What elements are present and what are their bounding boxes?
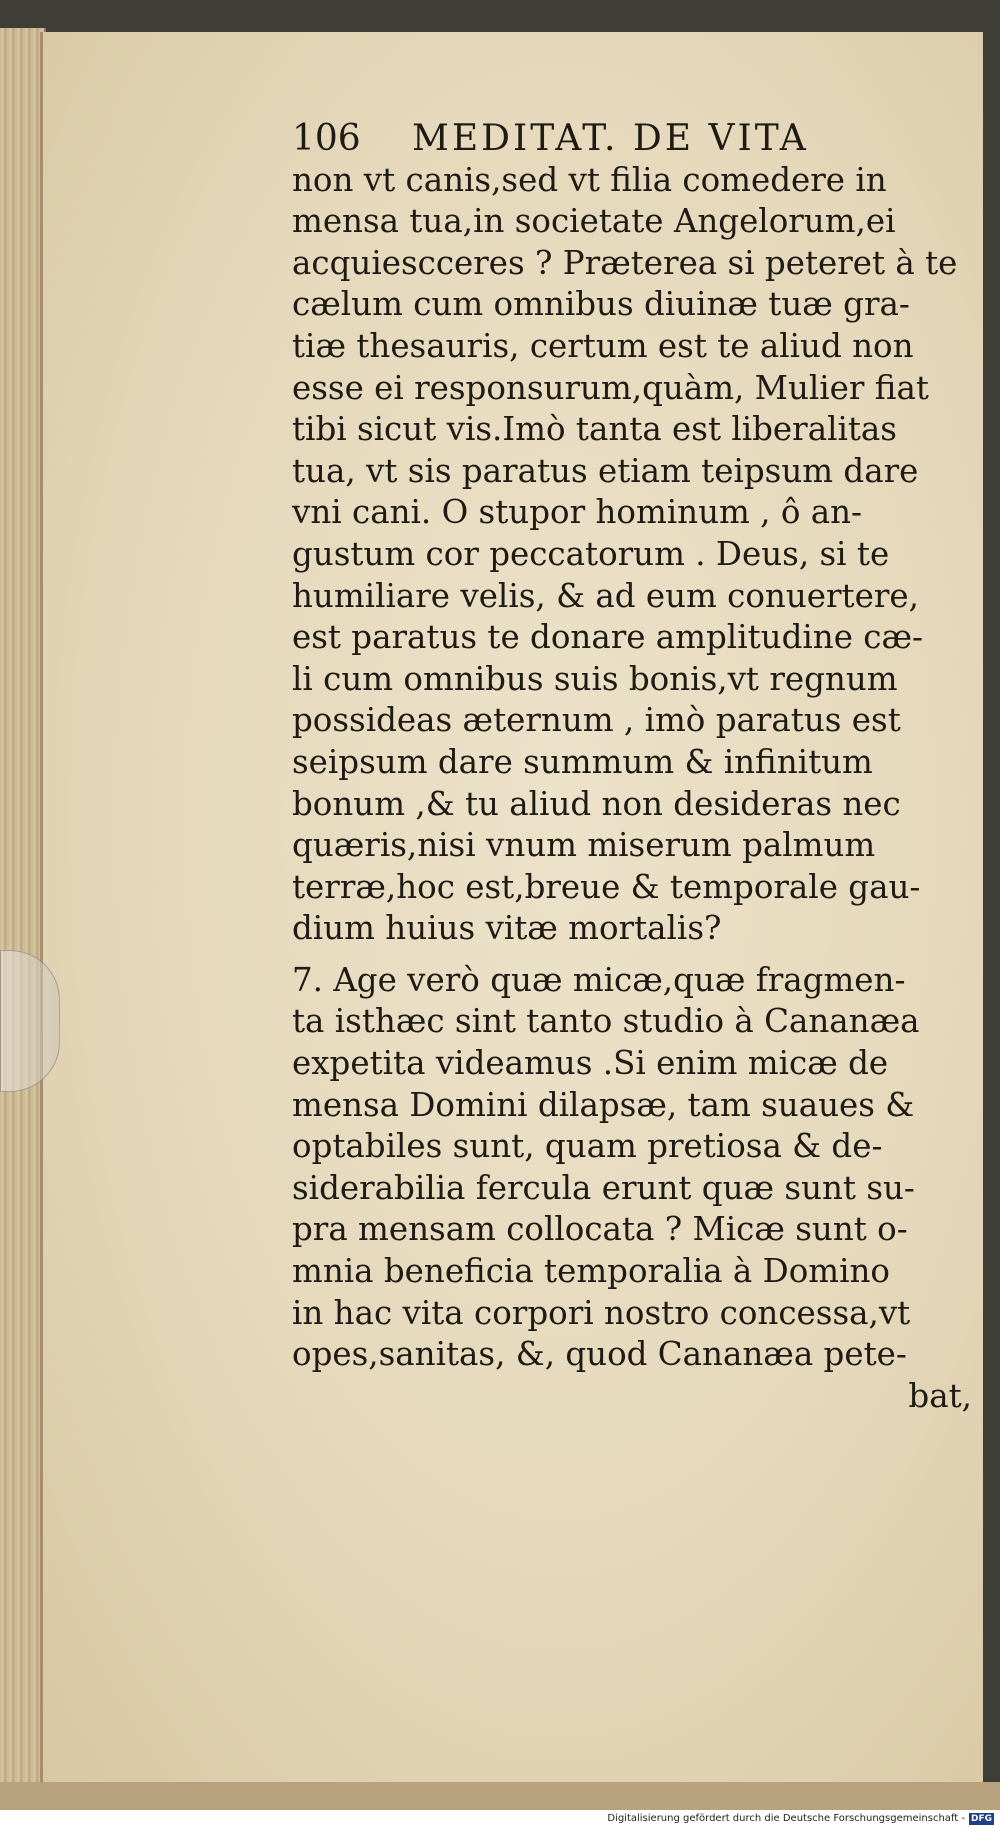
text-line: dium huius vitæ mortalis? — [292, 909, 722, 948]
running-header — [292, 118, 972, 160]
text-line: tua, vt sis paratus etiam teipsum dare — [292, 451, 919, 490]
text-line: ta isthæc sint tanto studio à Cananæa — [292, 1002, 920, 1041]
text-line: expetita videamus .Si enim micæ de — [292, 1044, 889, 1083]
text-line: esse ei responsurum,quàm, Mulier fiat — [292, 368, 929, 407]
text-line: 7. Age verò quæ micæ,quæ fragmen- — [292, 960, 906, 999]
text-line: siderabilia fercula erunt quæ sunt su- — [292, 1168, 915, 1207]
text-line: est paratus te donare amplitudine cæ- — [292, 618, 924, 657]
text-line: optabiles sunt, quam pretiosa & de- — [292, 1127, 883, 1166]
funding-credit: Digitalisierung gefördert durch die Deutsche Forschungsgemeinschaft - — [607, 1813, 965, 1824]
page-text — [292, 118, 972, 1417]
text-line: gustum cor peccatorum . Deus, si te — [292, 534, 890, 573]
text-line: mensa tua,in societate Angelorum,ei — [292, 202, 896, 241]
text-line: seipsum dare summum & infinitum — [292, 742, 873, 781]
text-line: opes,sanitas, &, quod Cananæa pete- — [292, 1335, 907, 1374]
text-line: cælum cum omnibus diuinæ tuæ gra- — [292, 285, 910, 324]
book-bottom-edge — [0, 1782, 1000, 1810]
text-line: quæris,nisi vnum miserum palmum — [292, 826, 876, 865]
running-title: MEDITAT. DE VITA — [412, 118, 809, 159]
text-line: vni cani. O stupor hominum , ô an- — [292, 493, 863, 532]
paragraph-gap — [292, 950, 972, 960]
text-line: mnia beneficia temporalia à Domino — [292, 1252, 890, 1291]
digitization-footer — [607, 1812, 994, 1826]
text-line: humiliare velis, & ad eum conuertere, — [292, 576, 919, 615]
text-line: in hac vita corpori nostro concessa,vt — [292, 1293, 911, 1332]
page-number: 106 — [292, 118, 361, 159]
text-line: bonum ,& tu aliud non desideras nec — [292, 784, 901, 823]
text-line: tibi sicut vis.Imò tanta est liberalitas — [292, 410, 897, 449]
text-line: li cum omnibus suis bonis,vt regnum — [292, 659, 898, 698]
text-line: acquiescceres ? Præterea si peteret à te — [292, 243, 958, 282]
text-line: terræ,hoc est,breue & temporale gau- — [292, 867, 921, 906]
text-line: mensa Domini dilapsæ, tam suaues & — [292, 1085, 915, 1124]
dfg-logo: DFG — [970, 1814, 992, 1824]
text-line: pra mensam collocata ? Micæ sunt o- — [292, 1210, 908, 1249]
text-line: possideas æternum , imò paratus est — [292, 701, 901, 740]
text-line: tiæ thesauris, certum est te aliud non — [292, 326, 914, 365]
text-line: non vt canis,sed vt filia comedere in — [292, 160, 887, 199]
catchword: bat, — [908, 1376, 972, 1415]
